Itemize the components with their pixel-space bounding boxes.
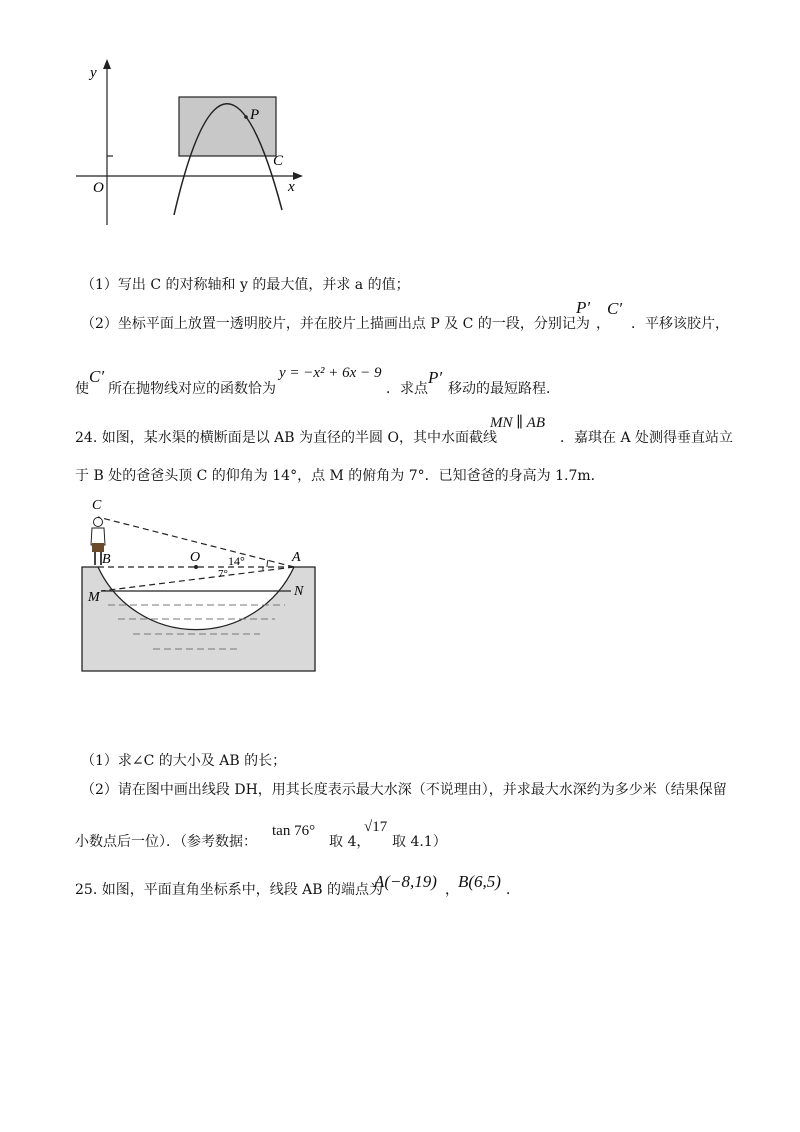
q23-part2-text-b: ．平移该胶片，	[631, 316, 729, 332]
angle-label-7: 7°	[218, 568, 228, 580]
label-c: C	[273, 153, 284, 169]
point-p	[244, 115, 248, 119]
q23-part2-line1	[81, 314, 590, 334]
canal-figure	[78, 495, 323, 675]
label-a: A	[292, 550, 301, 565]
label-m: M	[88, 590, 100, 605]
q23-ask-point: ．求点	[386, 381, 428, 397]
sqrt-17: √17	[364, 819, 388, 835]
take-4: 取 4，	[329, 834, 371, 850]
q24-part1: （1）求∠C 的大小及 AB 的长；	[81, 753, 287, 769]
angle-arc-14	[267, 560, 268, 567]
c-prime-symbol-2: C′	[89, 367, 105, 386]
p-prime-symbol: P′	[576, 298, 591, 317]
point-b-coords: B(6,5)	[458, 872, 501, 891]
q24-line3: 小数点后一位）．（参考数据：	[75, 834, 257, 850]
mn-parallel-ab: MN ∥ AB	[490, 415, 545, 431]
q25-text: 25. 如图，平面直角坐标系中，线段 AB 的端点为	[75, 882, 384, 898]
tan-76: tan 76°	[272, 823, 316, 839]
label-p: P	[250, 107, 260, 123]
q24-part2: （2）请在图中画出线段 DH，用其长度表示最大水深（不说理由），并求最大水深约为多少米（结果保留	[81, 782, 727, 798]
p-prime-symbol-2: P′	[428, 368, 443, 387]
label-c: C	[92, 498, 102, 513]
label-origin: O	[93, 180, 104, 196]
q23-part1: （1）写出 C 的对称轴和 y 的最大值，并求 a 的值；	[81, 277, 410, 293]
parabola-figure	[60, 55, 320, 230]
q23-make-label: 使	[75, 381, 89, 397]
label-x: x	[288, 179, 295, 195]
label-y: y	[90, 65, 97, 81]
q25-end: ．	[506, 882, 520, 898]
point-a-coords: A(−8,19)	[374, 872, 437, 891]
line-am	[101, 567, 294, 591]
q24-line1: 24. 如图，某水渠的横断面是以 AB 为直径的半圆 O，其中水面截线	[75, 430, 497, 446]
y-axis-arrow	[103, 59, 111, 69]
c-prime-symbol: C′	[607, 299, 623, 318]
q23-shortest-path: 移动的最短路程．	[448, 381, 560, 397]
q24-line2: 于 B 处的爸爸头顶 C 的仰角为 14°，点 M 的俯角为 7°．已知爸爸的身高为 1.7m．	[75, 468, 605, 484]
q23-function-text: 所在抛物线对应的函数恰为	[108, 381, 276, 397]
label-o: O	[190, 550, 201, 565]
take-4-1: 取 4.1）	[392, 834, 447, 850]
center-o	[194, 565, 198, 569]
angle-label-14: 14°	[228, 554, 245, 568]
comma-sep: ，	[596, 316, 610, 332]
q23-part2-text: （2）坐标平面上放置一透明胶片，并在胶片上描画出点 P 及 C 的一段，分别记为	[81, 316, 590, 332]
label-b: B	[102, 552, 111, 567]
q24-line1-b: ．嘉琪在 A 处测得垂直站立	[560, 430, 734, 446]
label-n: N	[294, 584, 304, 599]
parabola-equation: y = −x² + 6x − 9	[279, 365, 382, 381]
q25-sep: ，	[445, 882, 459, 898]
